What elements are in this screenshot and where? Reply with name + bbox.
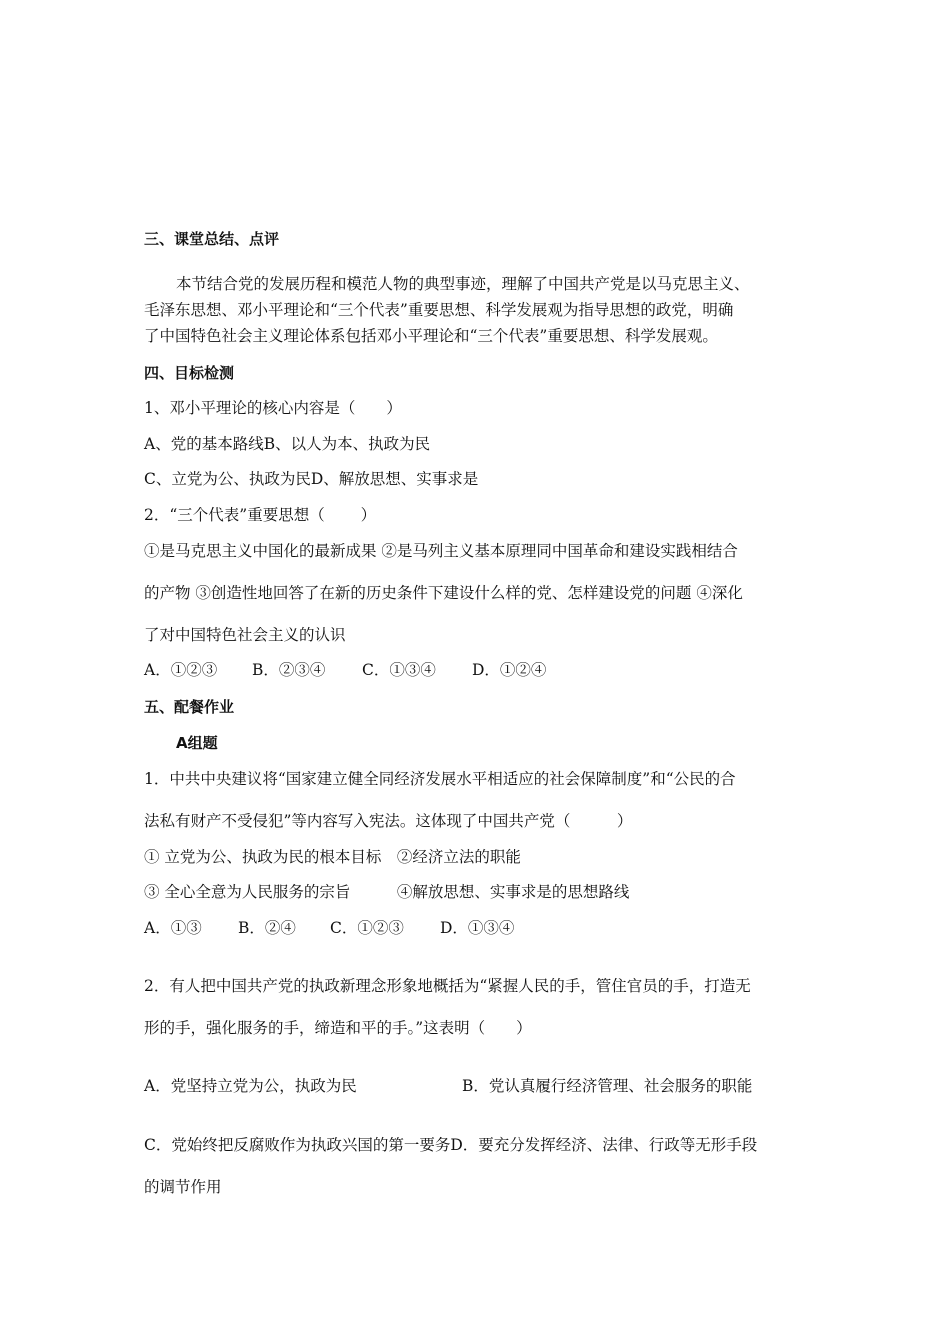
a-q1-item-line-1: ① 立党为公、执政为民的根本目标 ②经济立法的职能 (144, 848, 521, 866)
a-q1-line-1: 1．中共中央建议将“国家建立健全同经济发展水平相适应的社会保障制度”和“公民的合 (144, 770, 736, 788)
q2-statement-line-3: 了对中国特色社会主义的认识 (144, 626, 346, 644)
section3-para-line-2: 毛泽东思想、邓小平理论和“三个代表”重要思想、科学发展观为指导思想的政党，明确 (144, 301, 734, 319)
q1-options-ab: A、党的基本路线B、以人为本、执政为民 (144, 435, 431, 453)
section3-para-line-3: 了中国特色社会主义理论体系包括邓小平理论和“三个代表”重要思想、科学发展观。 (144, 327, 718, 345)
section3-heading: 三、课堂总结、点评 (144, 230, 280, 248)
q2-statement-line-1: ①是马克思主义中国化的最新成果 ②是马列主义基本原理同中国革命和建设实践相结合 (144, 542, 738, 560)
q1-stem: 1、邓小平理论的核心内容是（ ） (144, 399, 402, 417)
a-q2-options-cd-line-1: C．党始终把反腐败作为执政兴国的第一要务D．要充分发挥经济、法律、行政等无形手段 (144, 1136, 758, 1154)
q2-statement-line-2: 的产物 ③创造性地回答了在新的历史条件下建设什么样的党、怎样建设党的问题 ④深化 (144, 584, 743, 602)
a-q1-line-2: 法私有财产不受侵犯”等内容写入宪法。这体现了中国共产党（ ） (144, 812, 633, 830)
a-q1-option-b: B．②④ (238, 919, 296, 937)
a-q1-option-c: C．①②③ (330, 919, 404, 937)
q2-stem: 2．“三个代表”重要思想（ ） (144, 506, 377, 524)
a-q2-option-b: B．党认真履行经济管理、社会服务的职能 (462, 1077, 753, 1095)
q2-options (144, 660, 546, 680)
q2-option-d: D．①②④ (472, 661, 547, 679)
q1-options-cd: C、立党为公、执政为民D、解放思想、实事求是 (144, 470, 479, 488)
section3-para-line-1: 本节结合党的发展历程和模范人物的典型事迹，理解了中国共产党是以马克思主义、 (176, 275, 750, 293)
q2-option-c: C．①③④ (362, 661, 436, 679)
a-q2-line-2: 形的手，强化服务的手，缔造和平的手。”这表明（ ） (144, 1019, 532, 1037)
q2-option-a: A．①②③ (144, 661, 218, 679)
section4-heading: 四、目标检测 (144, 364, 235, 382)
q2-option-b: B．②③④ (252, 661, 326, 679)
a-q2-options-cd-line-2: 的调节作用 (144, 1178, 222, 1196)
group-a-heading: A组题 (176, 734, 218, 752)
a-q1-options (144, 918, 514, 938)
section5-heading: 五、配餐作业 (144, 698, 235, 716)
a-q2-line-1: 2．有人把中国共产党的执政新理念形象地概括为“紧握人民的手，管住官员的手，打造无 (144, 977, 751, 995)
a-q1-option-d: D．①③④ (440, 919, 515, 937)
a-q1-item-line-2: ③ 全心全意为人民服务的宗旨 ④解放思想、实事求是的思想路线 (144, 883, 630, 901)
a-q1-option-a: A．①③ (144, 919, 202, 937)
a-q2-option-a: A．党坚持立党为公，执政为民 (144, 1077, 357, 1095)
